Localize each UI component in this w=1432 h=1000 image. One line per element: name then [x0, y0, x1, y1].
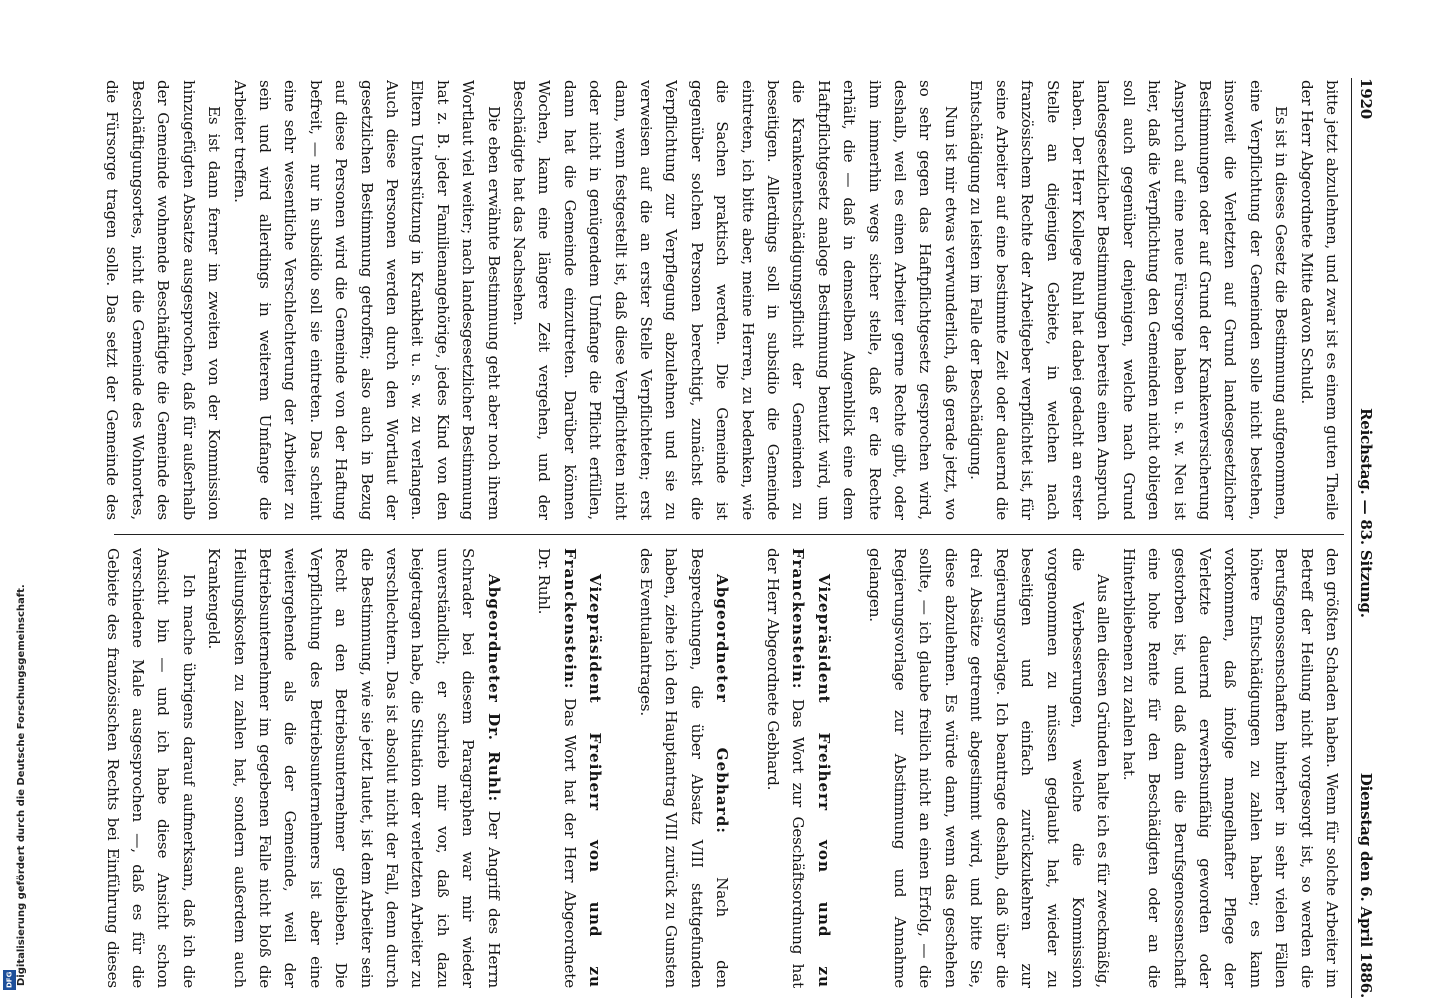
session-date: Dienstag den 6. April 1886.	[1357, 772, 1375, 998]
speaker-name: Vizepräsident Freiherr von und zu Franckenstein:	[789, 548, 833, 988]
left-column	[104, 80, 1344, 520]
paragraph: Die eben erwähnte Bestimmung geht aber noch ihrem Wortlaut viel weiter; nach landesgesetzlicher Bestimmung hat z. B. jeder Familienangehörige, jedes Kind von den Eltern Unterstützung in Krankheit u. s. w. zu verlangen. Auch diese Personen werden durch den Wortlaut der gesetzlichen Bestimmung getroffen; also auch in Bezug auf diese Personen wird die Gemeinde von der Haftung befreit, — nur in subsidio soll sie eintreten. Das scheint eine sehr wesentliche Verschlechterung der Arbeiter zu sein und wird allerdings in weiterem Umfange die Arbeiter treffen.	[230, 80, 503, 520]
speech-text: Das Wort hat der Herr Abgeordnete Dr. Ruhl.	[535, 548, 579, 988]
digitization-credit	[4, 584, 27, 998]
speaker-name: Vizepräsident Freiherr von und zu Franckenstein:	[560, 548, 605, 988]
paragraph-spacer	[607, 548, 632, 988]
speech-text: Der Angriff des Herrn Schrader bei diesem Paragraphen war mir wieder unverständlich; er schrieb mir vor, daß ich dazu beigetragen habe, die Situation der verletzten Arbeiter zu verschlechtern. Das ist absolut nicht der Fall, denn durch die Bestimmung, wie sie jetzt lautet, ist dem Arbeiter sein Recht an den Betriebsunternehmer geblieben. Die Verpflichtung des Betriebsunternehmers ist aber eine weitergehende als die der Gemeinde, weil der Betriebsunternehmer im gegebenen Falle nicht bloß die Heilungskosten zu zahlen hat, sondern außerdem auch Krankengeld.	[205, 548, 503, 988]
speaker-name: Abgeordneter Gebhard:	[713, 574, 732, 834]
paragraph: Es ist dann ferner im zweiten von der Kommission hinzugefügten Absatze ausgesprochen, daß für außerhalb der Gemeinde wohnende Beschäftigte die Gemeinde des Beschäftigungsortes, nicht die Gemeinde des Wohnortes, die Fürsorge tragen solle. Das setzt der Gemeinde des	[104, 80, 224, 520]
paragraph-spacer	[836, 548, 861, 988]
continued-paragraph: bitte jetzt abzulehnen, und zwar ist es einem guten Theile der Herr Abgeordnete Mitte davon Schuld.	[1297, 80, 1341, 520]
column-divider	[114, 534, 1344, 535]
scanned-page	[92, 78, 1382, 998]
continued-paragraph: den größten Schaden haben. Wenn für solche Arbeiter im Betreff der Heilung nicht vorgesorgt ist, so werden die Berufsgenossenschaften hinterher in sehr vielen Fällen höhere Entschädigungen zu zahlen haben; es kann vorkommen, daß infolge mangelhafter Pflege der Verletzte dauernd erwerbsunfähig geworden oder gestorben ist, und daß dann die Berufsgenossenschaft eine hohe Rente für den Beschädigten oder an die Hinterbliebenen zu zahlen hat.	[1119, 548, 1341, 988]
speaker-paragraph	[760, 548, 836, 988]
dfg-logo-text: DFG	[5, 971, 14, 989]
speech-text: Nach den Besprechungen, die über Absatz VIII stattgefunden haben, ziehe ich den Hauptantrag VIII zurück zu Gunsten des Eventualantrages.	[637, 548, 732, 988]
paragraph: Nun ist mir etwas verwunderlich, daß gerade jetzt, wo so sehr gegen das Haftpflichtgesetz gesprochen wird, deshalb, weil es einen Arbeiter gerne Rechte gibt, oder ihm immerhin wegs sicher stelle, daß er die Rechte erhält, die — daß in demselben Augenblick eine dem Haftpflichtgesetz analoge Bestimmung benutzt wird, um die Krankenentschädigungspflicht der Gemeinden zu beseitigen. Allerdings soll in subsidio die Gemeinde eintreten, ich bitte aber, meine Herren, zu bedenken, wie die Sachen praktisch werden. Die Gemeinde ist gegenüber solchen Personen berechtigt, zunächst die Verpflichtung zur Verpflegung abzulehnen und sie zu verweisen auf die an erster Stelle Verpflichteten; erst dann, wenn festgestellt ist, daß diese Verpflichteten nicht oder nicht in genügendem Umfange die Pflicht erfüllen, dann hat die Gemeinde einzutreten. Darüber können Wochen, kann eine längere Zeit vergehen, und der Beschädigte hat das Nachsehen.	[510, 80, 960, 520]
speaker-paragraph	[633, 548, 735, 988]
speaker-paragraph	[201, 548, 506, 988]
dfg-logo	[3, 970, 16, 990]
speech-text: Das Wort zur Geschäftsordnung hat der Herr Abgeordnete Gebhard.	[764, 548, 808, 988]
paragraph-spacer	[506, 548, 531, 988]
right-column	[104, 548, 1344, 988]
speaker-name: Abgeordneter Dr. Ruhl:	[484, 574, 503, 803]
speaker-paragraph	[531, 548, 607, 988]
credit-text: Digitalisierung gefördert durch die Deutsche Forschungsgemeinschaft.	[16, 584, 27, 986]
paragraph-spacer	[734, 548, 759, 988]
page-header	[1350, 78, 1382, 998]
session-title: Reichstag. — 83. Sitzung.	[1357, 408, 1375, 618]
paragraph: Ich mache übrigens darauf aufmerksam, daß ich die Ansicht bin — und ich habe diese Ansicht schon verschiedene Male ausgesprochen —, daß es für die Gebiete des französischen Rechts bei Einführung dieses	[104, 548, 198, 988]
page-number: 1920	[1357, 78, 1375, 119]
paragraph: Aus allen diesen Gründen halte ich es für zweckmäßig, die Verbesserungen, welche die Kommission vorgenommen zu müssen geglaubt hat, wieder zu beseitigen und einfach zurückzukehren zur Regierungsvorlage. Ich beantrage deshalb, daß über die drei Absätze getrennt abgestimmt wird, und bitte Sie, diese abzulehnen. Es würde dann, wenn das geschehen sollte, — ich glaube freilich nicht an einen Erfolg, — die Regierungsvorlage zur Abstimmung und Annahme gelangen.	[865, 548, 1113, 988]
header-rule	[1351, 78, 1352, 998]
paragraph: Es ist in dieses Gesetz die Bestimmung aufgenommen, eine Verpflichtung der Gemeinden solle nicht bestehen, insoweit die Verletzten auf Grund landesgesetzlicher Bestimmungen oder auf Grund der Krankenversicherung Anspruch auf eine neue Fürsorge haben u. s. w. Neu ist hier, daß die Verpflichtung den Gemeinden nicht obliegen soll auch gegenüber denjenigen, welche nach Grund landesgesetzlicher Bestimmungen bereits einen Anspruch haben. Der Herr Kollege Ruhl hat dabei gedacht an erster Stelle an diejenigen Gebiete, in welchen nach französischem Rechte der Arbeitgeber verpflichtet ist, für seine Arbeiter auf eine bestimmte Zeit oder dauernd die Entschädigung zu leisten im Falle der Beschädigung.	[967, 80, 1291, 520]
